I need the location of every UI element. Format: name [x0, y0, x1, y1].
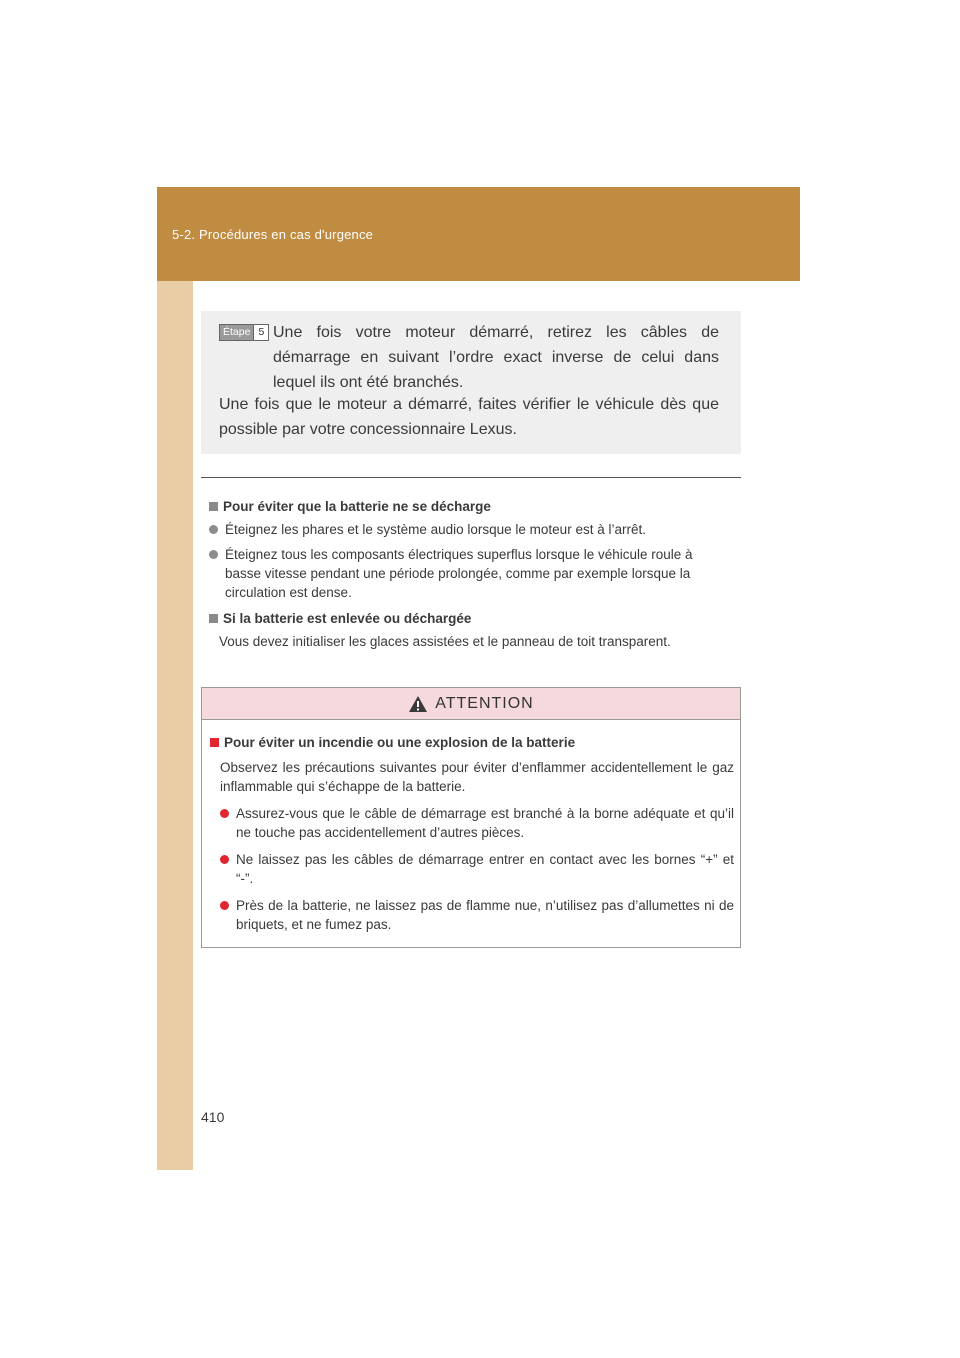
page-number: 410 — [201, 1109, 225, 1125]
bullet-icon — [209, 550, 218, 559]
list-item: Près de la batterie, ne laissez pas de flamme nue, n’utilisez pas d’allumettes ni de briquets, et ne fumez pas. — [220, 896, 734, 934]
bullet-icon — [209, 525, 218, 534]
step-badge — [219, 324, 269, 341]
attention-box — [201, 687, 741, 948]
side-strip — [157, 281, 193, 1170]
square-bullet-icon — [209, 502, 218, 511]
list-item: Ne laissez pas les câbles de démarrage entrer en contact avec les bornes “+” et “-”. — [220, 850, 734, 888]
bullet-icon — [220, 855, 229, 864]
bullet-icon — [220, 901, 229, 910]
attention-header — [202, 688, 740, 720]
step-badge-number: 5 — [253, 325, 268, 340]
warning-triangle-icon — [408, 695, 428, 713]
step-text: Une fois votre moteur démarré, retirez les câbles de démarrage en suivant l’ordre exact inverse de celui dans lequel ils ont été branchés. — [273, 324, 719, 391]
list-item: Éteignez les phares et le système audio lorsque le moteur est à l’arrêt. — [209, 520, 729, 539]
attention-section-title: Pour éviter un incendie ou une explosion de la batterie — [210, 732, 734, 752]
attention-title: ATTENTION — [435, 694, 534, 712]
step-box — [201, 311, 741, 454]
attention-body — [210, 732, 734, 934]
divider — [201, 477, 741, 478]
list-item: Assurez-vous que le câble de démarrage est branché à la borne adéquate et qu’il ne touche pas accidentellement d’autres pièces. — [220, 804, 734, 842]
section-title: 5-2. Procédures en cas d'urgence — [172, 227, 374, 242]
notes-section-2-text: Vous devez initialiser les glaces assistées et le panneau de toit transparent. — [219, 634, 671, 649]
notes-section-2-title: Si la batterie est enlevée ou déchargée — [209, 608, 729, 628]
notes-section-1-title: Pour éviter que la batterie ne se décharge — [209, 496, 729, 516]
attention-intro: Observez les précautions suivantes pour éviter d’enflammer accidentellement le gaz inflammable qui s’échappe de la batterie. — [220, 760, 734, 794]
step-note: Une fois que le moteur a démarré, faites vérifier le véhicule dès que possible par votre concessionnaire Lexus. — [219, 396, 719, 438]
step-badge-label: Étape — [220, 325, 253, 340]
bullet-icon — [220, 809, 229, 818]
square-bullet-icon — [209, 614, 218, 623]
square-bullet-icon — [210, 738, 219, 747]
header-band — [157, 187, 800, 281]
list-item: Éteignez tous les composants électriques superflus lorsque le véhicule roule à basse vitesse pendant une période prolongée, comme par exemple lorsque la circulation est dense. — [209, 545, 729, 602]
notes — [209, 496, 729, 651]
